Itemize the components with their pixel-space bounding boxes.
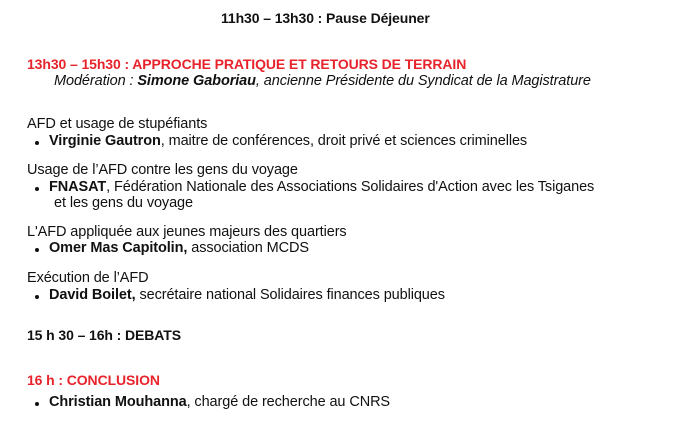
- speaker-role: secrétaire national Solidaires finances publiques: [135, 287, 445, 303]
- speaker-name: FNASAT: [49, 179, 107, 195]
- moderator-role: , ancienne Présidente du Syndicat de la Magistrature: [255, 73, 591, 89]
- topic-title: AFD et usage de stupéfiants: [27, 116, 208, 132]
- speaker-role: , chargé de recherche au CNRS: [186, 394, 391, 410]
- conclusion-heading: 16 h : CONCLUSION: [27, 372, 160, 388]
- bullet-icon: [35, 295, 39, 299]
- topic-title: L'AFD appliquée aux jeunes majeurs des quartiers: [27, 224, 347, 240]
- speaker-item: [27, 179, 594, 195]
- bullet-icon: [35, 402, 39, 406]
- speaker-role: , maitre de conférences, droit privé et sciences criminelles: [160, 133, 528, 149]
- topic-title: Exécution de l’AFD: [27, 270, 149, 286]
- moderator-name: Simone Gaboriau: [137, 73, 256, 89]
- session-title: 13h30 – 15h30 : APPROCHE PRATIQUE ET RETOURS DE TERRAIN: [27, 56, 467, 72]
- speaker-name: David Boilet,: [49, 287, 136, 303]
- speaker-item: [27, 394, 390, 410]
- speaker-name: Omer Mas Capitolin,: [49, 240, 188, 256]
- moderation-label: Modération :: [54, 73, 138, 89]
- bullet-icon: [35, 141, 39, 145]
- speaker-item: [27, 287, 445, 303]
- bullet-icon: [35, 248, 39, 252]
- speaker-name: Virginie Gautron: [49, 133, 161, 149]
- moderation-line: [54, 73, 591, 89]
- lunch-break-heading: 11h30 – 13h30 : Pause Déjeuner: [221, 10, 430, 26]
- speaker-role: , Fédération Nationale des Associations Solidaires d'Action avec les Tsiganes: [106, 179, 595, 195]
- speaker-item: [27, 240, 309, 256]
- topic-title: Usage de l’AFD contre les gens du voyage: [27, 162, 298, 178]
- speaker-item: [27, 133, 527, 149]
- speaker-name: Christian Mouhanna: [49, 394, 187, 410]
- bullet-icon: [35, 187, 39, 191]
- speaker-role: association MCDS: [187, 240, 309, 256]
- debate-heading: 15 h 30 – 16h : DEBATS: [27, 327, 181, 343]
- speaker-role-continued: et les gens du voyage: [54, 195, 193, 211]
